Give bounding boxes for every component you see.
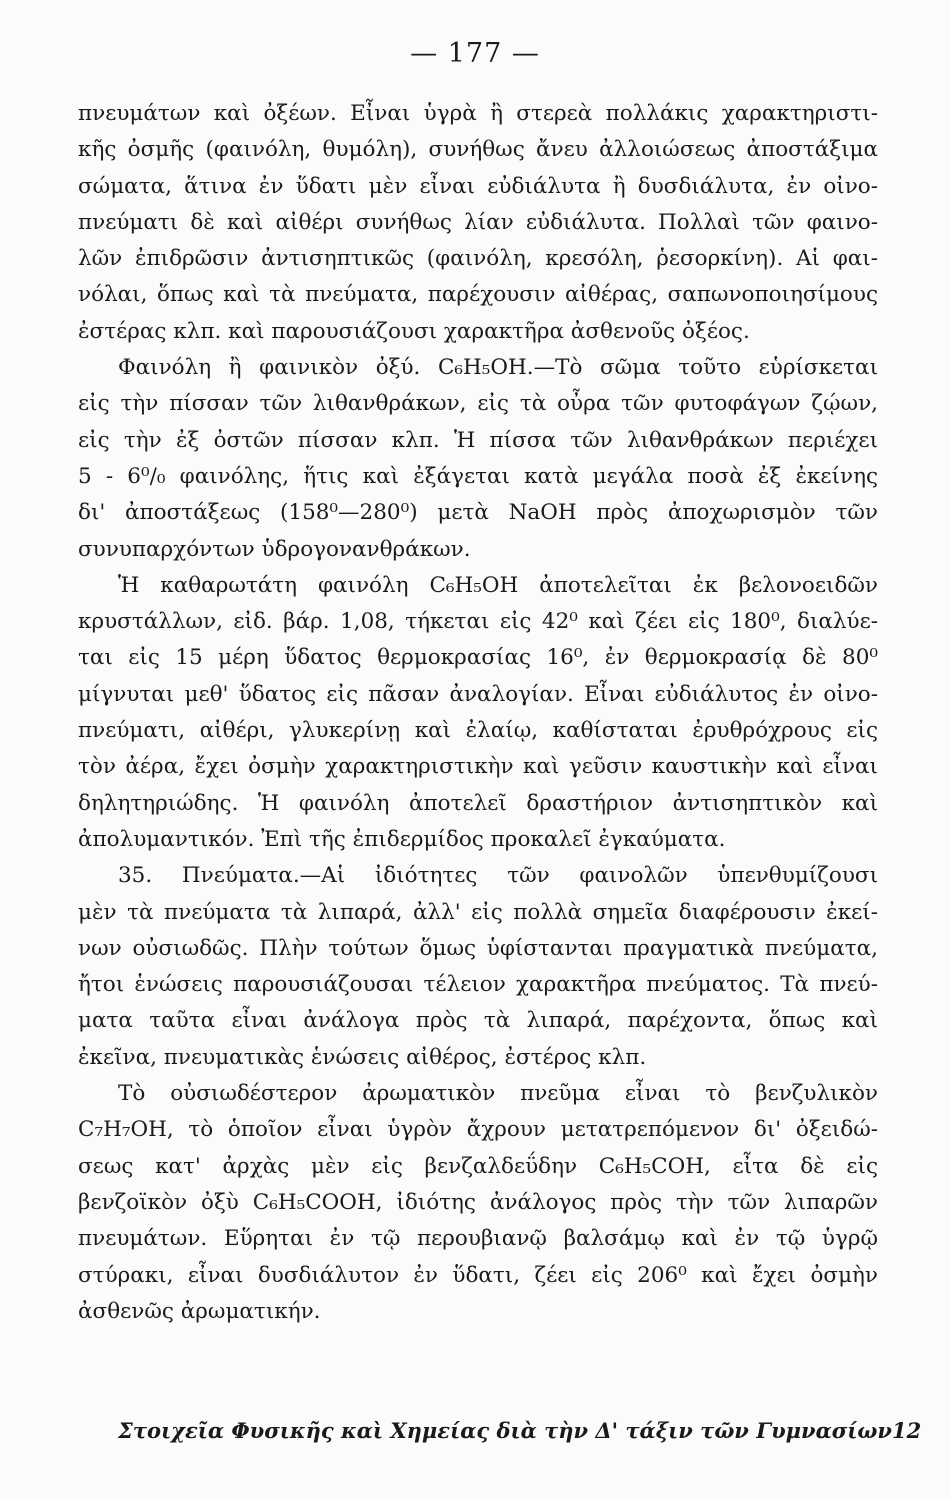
text-line: μίγνυται μεθ' ὕδατος εἰς πᾶσαν ἀναλογίαν. Εἶναι εὐδιάλυτος ἐν οἰνο- — [78, 681, 878, 707]
text-line: κρυστάλλων, εἰδ. βάρ. 1,08, τήκεται εἰς 42⁰ καὶ ζέει εἰς 180⁰, διαλύε- — [78, 609, 878, 635]
text-line: πνευμάτων καὶ ὀξέων. Εἶναι ὑγρὰ ἢ στερεὰ πολλάκις χαρακτηριστι- — [78, 101, 878, 126]
text-line: C₇H₇OH, τὸ ὁποῖον εἶναι ὑγρὸν ἄχρουν μετατρεπόμενον δι' ὀξειδώ- — [78, 1117, 878, 1143]
text-line: κῆς ὀσμῆς (φαινόλη, θυμόλη), συνήθως ἄνευ ἀλλοιώσεως ἀποστάξιμα — [78, 137, 878, 163]
text-line: πνευμάτων. Εὕρηται ἐν τῷ περουβιανῷ βαλσάμῳ καὶ ἐν τῷ ὑγρῷ — [78, 1226, 878, 1252]
text-line: ἐστέρας κλπ. καὶ παρουσιάζουσι χαρακτῆρα ἀσθενοῦς ὀξέος. — [78, 318, 750, 344]
paragraph — [78, 96, 878, 350]
text-line: ἤτοι ἑνώσεις παρουσιάζουσαι τέλειον χαρακτῆρα πνεύματος. Τὰ πνεύ- — [78, 972, 878, 998]
text-line: δηλητηριώδης. Ἡ φαινόλη ἀποτελεῖ δραστήριον ἀντισηπτικὸν καὶ — [78, 790, 878, 816]
text-line: δι' ἀποστάξεως (158⁰—280⁰) μετὰ NaOH πρὸς ἀποχωρισμὸν τῶν — [78, 500, 878, 526]
text-line: 35. Πνεύματα.—Αἱ ἰδιότητες τῶν φαινολῶν ὑπενθυμίζουσι — [118, 863, 878, 889]
text-line: νόλαι, ὅπως καὶ τὰ πνεύματα, παρέχουσιν αἰθέρας, σαπωνοποιησίμους — [78, 282, 878, 308]
footer-title: Στοιχεῖα Φυσικῆς καὶ Χημείας διὰ τὴν Δ' τάξιν τῶν Γυμνασίων — [118, 1418, 892, 1443]
text-line: συνυπαρχόντων ὑδρογονανθράκων. — [78, 536, 471, 562]
text-line: βενζοϊκὸν ὀξὺ C₆H₅COOH, ἰδιότης ἀνάλογος πρὸς τὴν τῶν λιπαρῶν — [78, 1189, 878, 1215]
text-line: εἰς τὴν πίσσαν τῶν λιθανθράκων, εἰς τὰ οὖρα τῶν φυτοφάγων ζῴων, — [78, 391, 878, 417]
text-line: στύρακι, εἶναι δυσδιάλυτον ἐν ὕδατι, ζέει εἰς 206⁰ καὶ ἔχει ὀσμὴν — [78, 1262, 878, 1288]
text-line: σεως κατ' ἀρχὰς μὲν εἰς βενζαλδεΰδην C₆H₅COH, εἶτα δὲ εἰς — [78, 1153, 878, 1179]
paragraph — [78, 350, 878, 568]
text-line: λῶν ἐπιδρῶσιν ἀντισηπτικῶς (φαινόλη, κρεσόλη, ῥεσορκίνη). Αἱ φαι- — [78, 246, 878, 272]
text-line: 5 - 6⁰/₀ φαινόλης, ἥτις καὶ ἐξάγεται κατὰ μεγάλα ποσὰ ἐξ ἐκείνης — [78, 463, 878, 489]
text-line: νων οὐσιωδῶς. Πλὴν τούτων ὅμως ὑφίστανται πραγματικὰ πνεύματα, — [78, 935, 878, 961]
page-footer — [118, 1418, 922, 1443]
paragraph — [78, 858, 878, 1076]
text-line: ματα ταῦτα εἶναι ἀνάλογα πρὸς τὰ λιπαρά, παρέχοντα, ὅπως καὶ — [78, 1008, 878, 1034]
text-line: σώματα, ἅτινα ἐν ὕδατι μὲν εἶναι εὐδιάλυτα ἢ δυσδιάλυτα, ἐν οἰνο- — [78, 173, 878, 199]
text-line: ἀπολυμαντικόν. Ἐπὶ τῆς ἐπιδερμίδος προκαλεῖ ἐγκαύματα. — [78, 826, 726, 852]
text-line: ται εἰς 15 μέρη ὕδατος θερμοκρασίας 16⁰, ἐν θερμοκρασίᾳ δὲ 80⁰ — [78, 645, 878, 671]
text-line: Τὸ οὐσιωδέστερον ἀρωματικὸν πνεῦμα εἶναι τὸ βενζυλικὸν — [118, 1081, 878, 1107]
text-line: εἰς τὴν ἐξ ὀστῶν πίσσαν κλπ. Ἡ πίσσα τῶν λιθανθράκων περιέχει — [78, 427, 878, 453]
text-line: ἀσθενῶς ἀρωματικήν. — [78, 1298, 321, 1324]
footer-signature: 12 — [892, 1418, 922, 1443]
text-line: Φαινόλη ἢ φαινικὸν ὀξύ. C₆H₅OH.—Τὸ σῶμα τοῦτο εὑρίσκεται — [118, 355, 878, 381]
page-number: — 177 — — [410, 38, 540, 69]
paragraph — [78, 568, 878, 858]
text-line: ἐκεῖνα, πνευματικὰς ἑνώσεις αἰθέρος, ἐστέρος κλπ. — [78, 1044, 647, 1070]
body-text — [78, 96, 878, 1330]
text-line: τὸν ἀέρα, ἔχει ὀσμὴν χαρακτηριστικὴν καὶ γεῦσιν καυστικὴν καὶ εἶναι — [78, 754, 878, 780]
text-line: πνεύματι, αἰθέρι, γλυκερίνῃ καὶ ἐλαίῳ, καθίσταται ἐρυθρόχρους εἰς — [78, 718, 878, 744]
paragraph — [78, 1076, 878, 1330]
text-line: μὲν τὰ πνεύματα τὰ λιπαρά, ἀλλ' εἰς πολλὰ σημεῖα διαφέρουσιν ἐκεί- — [78, 899, 878, 925]
text-line: Ἡ καθαρωτάτη φαινόλη C₆H₅OH ἀποτελεῖται ἐκ βελονοειδῶν — [118, 572, 878, 598]
text-line: πνεύματι δὲ καὶ αἰθέρι συνήθως λίαν εὐδιάλυτα. Πολλαὶ τῶν φαινο- — [78, 209, 878, 235]
